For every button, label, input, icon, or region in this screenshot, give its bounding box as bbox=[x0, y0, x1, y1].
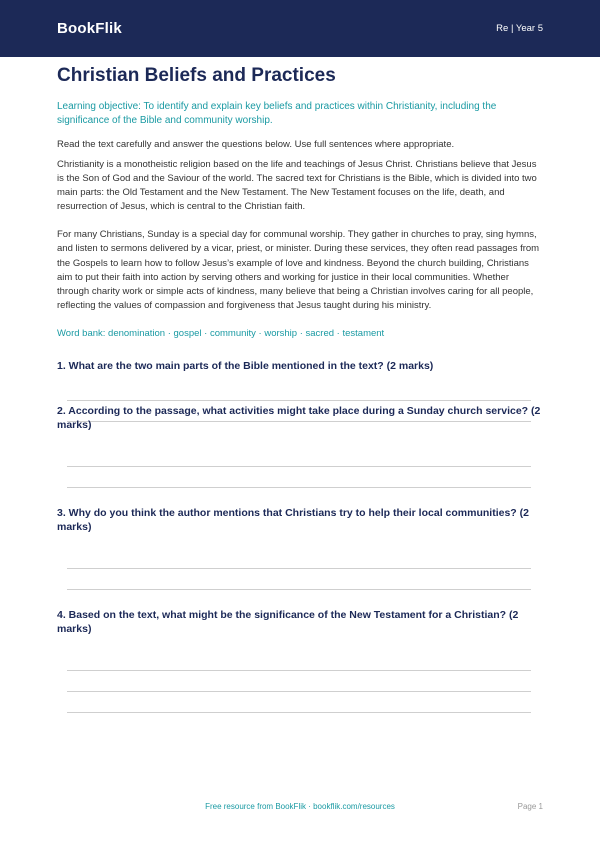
answer-line[interactable] bbox=[67, 691, 531, 692]
word-bank: Word bank: denomination · gospel · community · worship · sacred · testament bbox=[57, 327, 385, 339]
reading-paragraph: Christianity is a monotheistic religion based on the life and teachings of Jesus Christ. Christians believe that Jesus is the Son of God and the Saviour of the world. The sacred text for Christians is the Bible, which is divided into two main parts: the Old Testament and the New Testament. The New Testament focuses on the life, death, and resurrection of Jesus, which is central to the Christian faith. bbox=[57, 159, 537, 213]
answer-line[interactable] bbox=[67, 568, 531, 569]
learning-objective: Learning objective: To identify and explain key beliefs and practices within Christianity, including the significance of the Bible and community worship. bbox=[57, 101, 497, 126]
answer-area[interactable] bbox=[57, 534, 543, 590]
page-header bbox=[0, 0, 600, 57]
page-number: Page 1 bbox=[517, 802, 543, 811]
question-text: 3. Why do you think the author mentions that Christians try to help their local communities? (2 marks) bbox=[57, 506, 529, 533]
answer-line[interactable] bbox=[67, 670, 531, 671]
answer-line[interactable] bbox=[67, 400, 531, 401]
question-text: 2. According to the passage, what activities might take place during a Sunday church service? (2 marks) bbox=[57, 404, 541, 431]
answer-line[interactable] bbox=[67, 589, 531, 590]
instructions: Read the text carefully and answer the questions below. Use full sentences where appropriate. bbox=[57, 139, 455, 150]
brand-logo[interactable]: BookFlik bbox=[57, 20, 122, 37]
worksheet-body bbox=[57, 62, 543, 713]
footer-source-link[interactable]: Free resource from BookFlik · bookflik.com/resources bbox=[205, 802, 395, 811]
answer-line[interactable] bbox=[67, 487, 531, 488]
question-3 bbox=[57, 506, 543, 590]
page-title: Christian Beliefs and Practices bbox=[57, 65, 336, 86]
subject-year-label: Re | Year 5 bbox=[496, 23, 543, 34]
question-text: 1. What are the two main parts of the Bible mentioned in the text? (2 marks) bbox=[57, 359, 434, 372]
question-2 bbox=[57, 404, 543, 488]
answer-area[interactable] bbox=[57, 432, 543, 488]
question-4 bbox=[57, 608, 543, 713]
answer-line[interactable] bbox=[67, 466, 531, 467]
question-text: 4. Based on the text, what might be the significance of the New Testament for a Christian? (2 marks) bbox=[57, 608, 519, 635]
answer-line[interactable] bbox=[67, 712, 531, 713]
page-footer bbox=[0, 800, 600, 814]
reading-paragraph: For many Christians, Sunday is a special day for communal worship. They gather in churches to pray, sing hymns, and listen to sermons delivered by a vicar, priest, or minister. During these services, they often read passages from the Gospels to learn how to follow Jesus’s example of love and kindness. Beyond the church building, Christians aim to put their faith into action by serving others and working for justice in their local communities. Whether through charity work or simple acts of kindness, many believe that being a Christian involves caring for all people, reflecting the values of compassion and forgiveness that Jesus taught during his ministry. bbox=[57, 229, 540, 311]
answer-area[interactable] bbox=[57, 636, 543, 713]
